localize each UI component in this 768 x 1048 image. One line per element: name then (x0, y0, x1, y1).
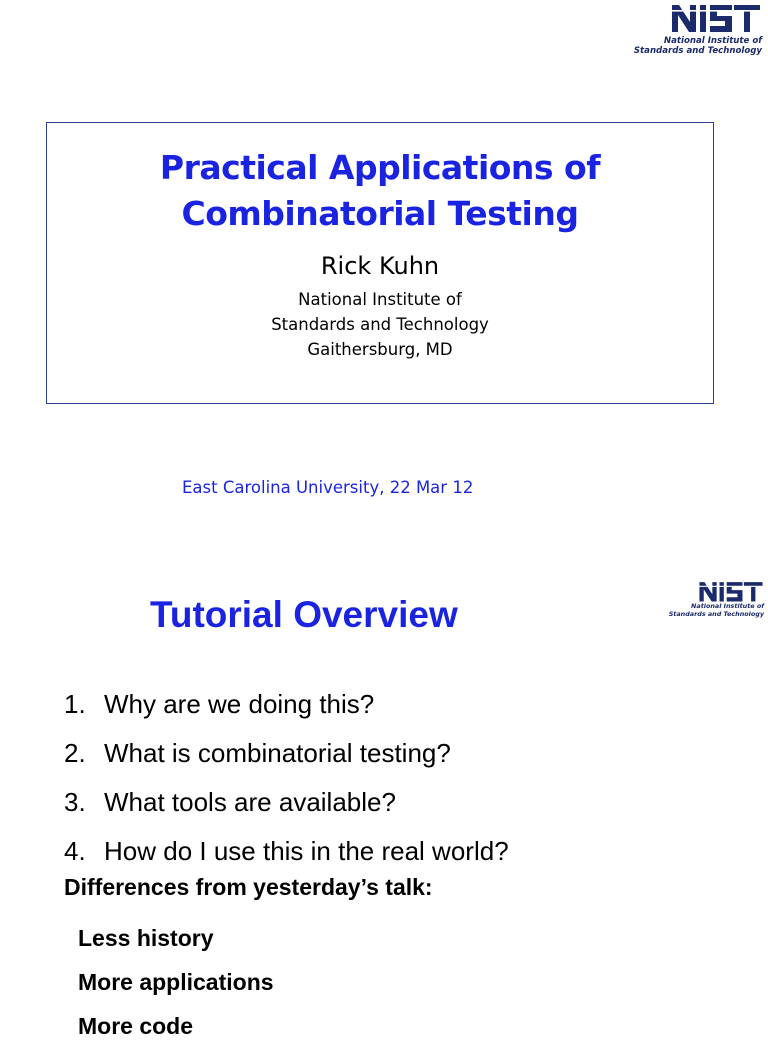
affiliation (47, 287, 713, 362)
agenda-text: What tools are available? (104, 787, 396, 817)
difference-item: More code (78, 1013, 194, 1039)
agenda-number: 1. (64, 689, 86, 719)
nist-small-subtitle-line1: National Institute of (691, 602, 764, 610)
agenda-text: What is combinatorial testing? (104, 738, 451, 768)
agenda-text: How do I use this in the real world? (104, 836, 509, 866)
agenda-item (64, 729, 509, 778)
title-line2: Combinatorial Testing (181, 194, 579, 233)
agenda-list (64, 680, 509, 876)
nist-logo-small-icon (648, 580, 764, 624)
title-box (46, 122, 714, 404)
overview-slide (0, 560, 768, 1039)
agenda-item (64, 680, 509, 729)
nist-logo-icon (598, 2, 762, 64)
title-line1: Practical Applications of (159, 148, 601, 187)
author-name: Rick Kuhn (320, 252, 440, 280)
presentation-title (47, 145, 713, 237)
agenda-number: 4. (64, 836, 86, 866)
differences-list (78, 916, 274, 1048)
overview-title: Tutorial Overview (150, 594, 458, 635)
nist-wordmark-small (698, 580, 764, 603)
nist-small-subtitle-line2: Standards and Technology (668, 609, 764, 618)
agenda-item (64, 827, 509, 876)
nist-subtitle-line1: National Institute of (663, 36, 762, 46)
affiliation-line3: Gaithersburg, MD (307, 340, 453, 359)
affiliation-line1: National Institute of (298, 290, 462, 309)
nist-subtitle-line2: Standards and Technology (633, 46, 762, 56)
difference-item: More applications (78, 969, 274, 995)
difference-item: Less history (78, 925, 214, 951)
differences-heading: Differences from yesterday’s talk: (64, 874, 433, 900)
agenda-number: 3. (64, 787, 86, 817)
agenda-text: Why are we doing this? (104, 689, 375, 719)
event-line: East Carolina University, 22 Mar 12 (182, 478, 474, 497)
affiliation-line2: Standards and Technology (271, 315, 489, 334)
agenda-number: 2. (64, 738, 86, 768)
agenda-item (64, 778, 509, 827)
nist-wordmark (598, 2, 762, 36)
